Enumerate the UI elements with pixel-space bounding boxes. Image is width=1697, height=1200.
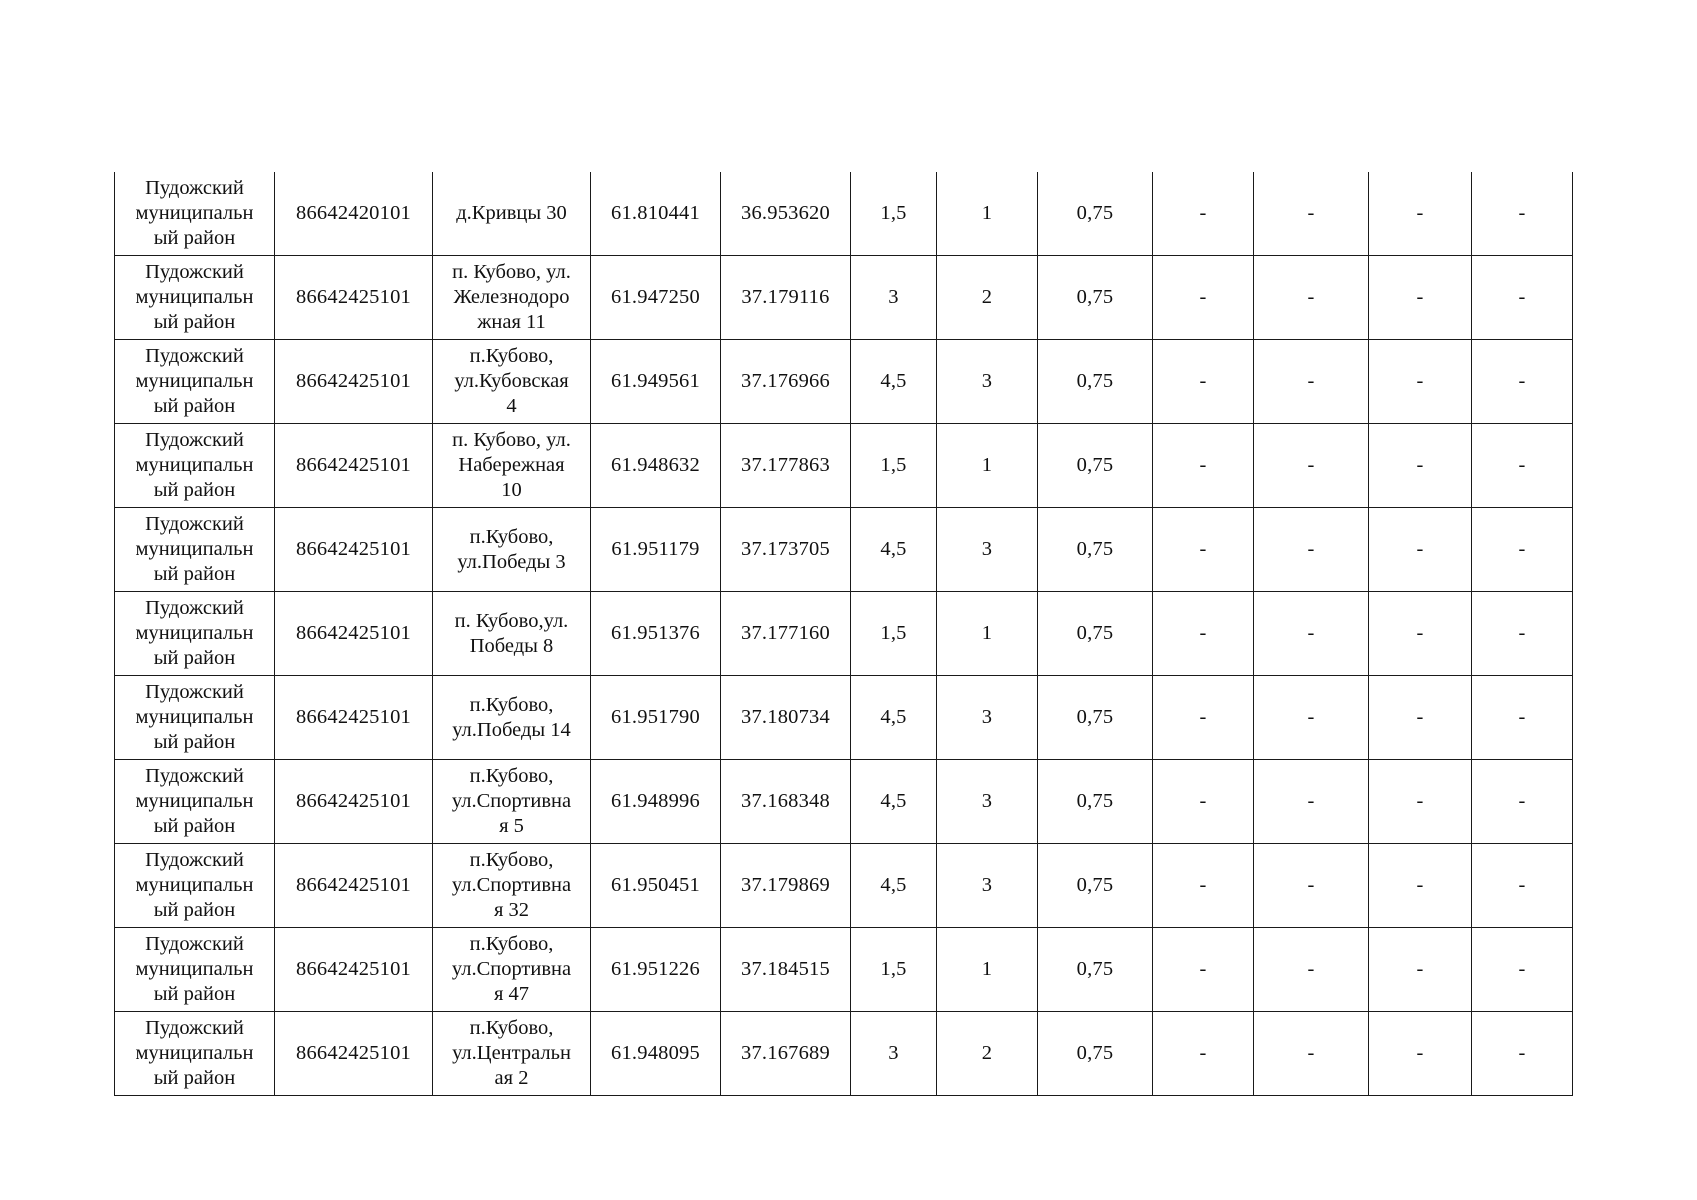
empty-cell: - — [1472, 844, 1573, 928]
empty-cell: - — [1472, 760, 1573, 844]
empty-cell: - — [1254, 928, 1369, 1012]
address-cell: п.Кубово, ул.Победы 14 — [433, 676, 591, 760]
empty-cell: - — [1254, 592, 1369, 676]
empty-cell: - — [1254, 676, 1369, 760]
longitude-cell: 37.176966 — [721, 340, 851, 424]
container-count-cell: 1 — [937, 928, 1038, 1012]
district-cell: Пудожский муниципальн ый район — [115, 1012, 275, 1096]
longitude-cell: 37.168348 — [721, 760, 851, 844]
table-row — [115, 928, 1573, 1012]
empty-cell: - — [1369, 424, 1472, 508]
district-cell: Пудожский муниципальн ый район — [115, 844, 275, 928]
empty-cell: - — [1153, 256, 1254, 340]
longitude-cell: 37.177863 — [721, 424, 851, 508]
container-count-cell: 2 — [937, 256, 1038, 340]
empty-cell: - — [1369, 844, 1472, 928]
area-cell: 1,5 — [851, 592, 937, 676]
table-row — [115, 676, 1573, 760]
address-cell: п.Кубово, ул.Центральн ая 2 — [433, 1012, 591, 1096]
address-cell: п.Кубово, ул.Кубовская 4 — [433, 340, 591, 424]
empty-cell: - — [1472, 508, 1573, 592]
container-volume-cell: 0,75 — [1038, 172, 1153, 256]
empty-cell: - — [1254, 424, 1369, 508]
container-volume-cell: 0,75 — [1038, 844, 1153, 928]
latitude-cell: 61.951376 — [591, 592, 721, 676]
address-cell: д.Кривцы 30 — [433, 172, 591, 256]
empty-cell: - — [1254, 508, 1369, 592]
empty-cell: - — [1369, 340, 1472, 424]
container-count-cell: 3 — [937, 844, 1038, 928]
oktmo-cell: 86642425101 — [275, 676, 433, 760]
empty-cell: - — [1472, 340, 1573, 424]
longitude-cell: 37.180734 — [721, 676, 851, 760]
district-cell: Пудожский муниципальн ый район — [115, 424, 275, 508]
waste-sites-table — [114, 172, 1573, 1096]
table-row — [115, 760, 1573, 844]
area-cell: 1,5 — [851, 172, 937, 256]
district-cell: Пудожский муниципальн ый район — [115, 676, 275, 760]
longitude-cell: 37.184515 — [721, 928, 851, 1012]
oktmo-cell: 86642425101 — [275, 928, 433, 1012]
latitude-cell: 61.951179 — [591, 508, 721, 592]
district-cell: Пудожский муниципальн ый район — [115, 592, 275, 676]
empty-cell: - — [1369, 928, 1472, 1012]
address-cell: п. Кубово, ул. Железнодоро жная 11 — [433, 256, 591, 340]
container-volume-cell: 0,75 — [1038, 340, 1153, 424]
oktmo-cell: 86642425101 — [275, 424, 433, 508]
area-cell: 1,5 — [851, 928, 937, 1012]
table-row — [115, 1012, 1573, 1096]
table-row — [115, 340, 1573, 424]
address-cell: п.Кубово, ул.Спортивна я 47 — [433, 928, 591, 1012]
empty-cell: - — [1153, 424, 1254, 508]
area-cell: 4,5 — [851, 676, 937, 760]
container-count-cell: 3 — [937, 760, 1038, 844]
area-cell: 4,5 — [851, 508, 937, 592]
table-row — [115, 844, 1573, 928]
oktmo-cell: 86642425101 — [275, 592, 433, 676]
oktmo-cell: 86642420101 — [275, 172, 433, 256]
table-body — [115, 172, 1573, 1096]
address-cell: п. Кубово, ул. Набережная 10 — [433, 424, 591, 508]
district-cell: Пудожский муниципальн ый район — [115, 928, 275, 1012]
empty-cell: - — [1254, 1012, 1369, 1096]
empty-cell: - — [1153, 760, 1254, 844]
area-cell: 4,5 — [851, 760, 937, 844]
oktmo-cell: 86642425101 — [275, 256, 433, 340]
container-count-cell: 1 — [937, 592, 1038, 676]
empty-cell: - — [1369, 592, 1472, 676]
latitude-cell: 61.949561 — [591, 340, 721, 424]
longitude-cell: 37.173705 — [721, 508, 851, 592]
empty-cell: - — [1369, 508, 1472, 592]
oktmo-cell: 86642425101 — [275, 844, 433, 928]
container-count-cell: 3 — [937, 676, 1038, 760]
address-cell: п.Кубово, ул.Победы 3 — [433, 508, 591, 592]
table-row — [115, 172, 1573, 256]
latitude-cell: 61.948632 — [591, 424, 721, 508]
latitude-cell: 61.810441 — [591, 172, 721, 256]
latitude-cell: 61.950451 — [591, 844, 721, 928]
empty-cell: - — [1153, 844, 1254, 928]
table-row — [115, 508, 1573, 592]
table-row — [115, 256, 1573, 340]
container-volume-cell: 0,75 — [1038, 928, 1153, 1012]
area-cell: 1,5 — [851, 424, 937, 508]
longitude-cell: 37.177160 — [721, 592, 851, 676]
empty-cell: - — [1254, 340, 1369, 424]
district-cell: Пудожский муниципальн ый район — [115, 508, 275, 592]
container-count-cell: 3 — [937, 508, 1038, 592]
container-volume-cell: 0,75 — [1038, 760, 1153, 844]
oktmo-cell: 86642425101 — [275, 340, 433, 424]
empty-cell: - — [1472, 592, 1573, 676]
empty-cell: - — [1153, 340, 1254, 424]
container-count-cell: 1 — [937, 424, 1038, 508]
container-count-cell: 1 — [937, 172, 1038, 256]
longitude-cell: 37.179869 — [721, 844, 851, 928]
container-volume-cell: 0,75 — [1038, 256, 1153, 340]
empty-cell: - — [1472, 256, 1573, 340]
longitude-cell: 37.167689 — [721, 1012, 851, 1096]
latitude-cell: 61.951226 — [591, 928, 721, 1012]
container-volume-cell: 0,75 — [1038, 676, 1153, 760]
empty-cell: - — [1369, 760, 1472, 844]
empty-cell: - — [1254, 172, 1369, 256]
empty-cell: - — [1472, 424, 1573, 508]
area-cell: 4,5 — [851, 340, 937, 424]
empty-cell: - — [1153, 508, 1254, 592]
empty-cell: - — [1254, 256, 1369, 340]
container-count-cell: 3 — [937, 340, 1038, 424]
oktmo-cell: 86642425101 — [275, 760, 433, 844]
empty-cell: - — [1153, 592, 1254, 676]
area-cell: 4,5 — [851, 844, 937, 928]
empty-cell: - — [1369, 256, 1472, 340]
empty-cell: - — [1153, 1012, 1254, 1096]
empty-cell: - — [1254, 844, 1369, 928]
address-cell: п.Кубово, ул.Спортивна я 5 — [433, 760, 591, 844]
empty-cell: - — [1369, 1012, 1472, 1096]
district-cell: Пудожский муниципальн ый район — [115, 172, 275, 256]
empty-cell: - — [1254, 760, 1369, 844]
empty-cell: - — [1153, 172, 1254, 256]
empty-cell: - — [1472, 1012, 1573, 1096]
area-cell: 3 — [851, 256, 937, 340]
longitude-cell: 37.179116 — [721, 256, 851, 340]
empty-cell: - — [1369, 172, 1472, 256]
empty-cell: - — [1153, 928, 1254, 1012]
container-volume-cell: 0,75 — [1038, 592, 1153, 676]
empty-cell: - — [1472, 676, 1573, 760]
latitude-cell: 61.947250 — [591, 256, 721, 340]
container-count-cell: 2 — [937, 1012, 1038, 1096]
table-row — [115, 424, 1573, 508]
latitude-cell: 61.948996 — [591, 760, 721, 844]
address-cell: п.Кубово, ул.Спортивна я 32 — [433, 844, 591, 928]
table-row — [115, 592, 1573, 676]
latitude-cell: 61.951790 — [591, 676, 721, 760]
latitude-cell: 61.948095 — [591, 1012, 721, 1096]
longitude-cell: 36.953620 — [721, 172, 851, 256]
oktmo-cell: 86642425101 — [275, 508, 433, 592]
container-volume-cell: 0,75 — [1038, 508, 1153, 592]
district-cell: Пудожский муниципальн ый район — [115, 256, 275, 340]
address-cell: п. Кубово,ул. Победы 8 — [433, 592, 591, 676]
empty-cell: - — [1369, 676, 1472, 760]
container-volume-cell: 0,75 — [1038, 1012, 1153, 1096]
district-cell: Пудожский муниципальн ый район — [115, 760, 275, 844]
oktmo-cell: 86642425101 — [275, 1012, 433, 1096]
empty-cell: - — [1472, 928, 1573, 1012]
empty-cell: - — [1472, 172, 1573, 256]
container-volume-cell: 0,75 — [1038, 424, 1153, 508]
area-cell: 3 — [851, 1012, 937, 1096]
empty-cell: - — [1153, 676, 1254, 760]
district-cell: Пудожский муниципальн ый район — [115, 340, 275, 424]
